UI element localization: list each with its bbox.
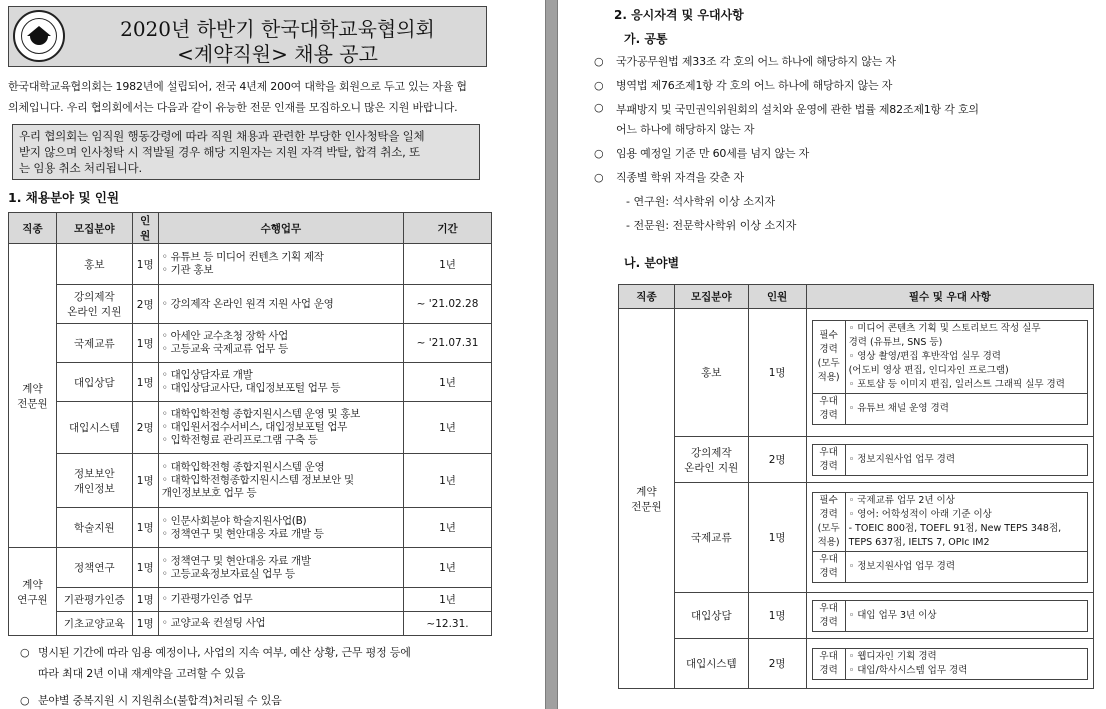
notice-line: 우리 협의회는 임직원 행동강령에 따라 직원 채용과 관련한 부당한 인사청탁을 일체 [19, 129, 425, 143]
task-line: 개인정보보호 업무 등 [161, 487, 257, 499]
requirement-row [812, 444, 1087, 475]
circle-bullet-icon: ○ [594, 79, 604, 92]
requirement-line: ◦ 정보지원사업 업무 경력 [848, 453, 956, 465]
degree-item: - 연구원: 석사학위 이상 소지자 [626, 195, 776, 208]
requirement-row [812, 648, 1087, 679]
subsection-title: 나. 분야별 [624, 256, 680, 270]
table-header-row [619, 285, 1094, 309]
field-cell: 기관평가인증 [56, 588, 132, 612]
count-cell: 1명 [132, 588, 158, 612]
requirement-line: ◦ 대입/학사시스템 업무 경력 [848, 664, 968, 676]
qualification-text: 어느 하나에 해당하지 않는 자 [616, 123, 755, 136]
table-row [619, 593, 1094, 639]
period-cell: 1년 [404, 588, 492, 612]
header-cell: 필수 및 우대 사항 [806, 285, 1093, 309]
count-cell: 1명 [132, 508, 158, 548]
requirement-text [845, 394, 1087, 425]
field-cell: 국제교류 [674, 483, 748, 593]
task-line: ◦ 대입원서접수서비스, 대입정보포털 업무 [161, 421, 348, 433]
document-page-left [0, 0, 545, 709]
task-line: ◦ 정책연구 및 현안대응 자료 개발 등 [161, 527, 324, 540]
task-line: ◦ 대입상담자료 개발 [161, 369, 253, 381]
count-cell: 1명 [748, 309, 806, 437]
requirement-line: ◦ 국제교류 업무 2년 이상 [848, 495, 955, 506]
period-cell: 1년 [404, 363, 492, 402]
requirement-text [845, 600, 1087, 631]
requirement-text [845, 444, 1087, 475]
graduation-cap-icon [27, 26, 51, 36]
requirements-cell [806, 437, 1093, 483]
task-line: ◦ 대학입학전형종합지원시스템 정보보안 및 [161, 474, 354, 486]
preferred-label: 우대 경력 [812, 600, 845, 631]
task-line: ◦ 대학입학전형 종합지원시스템 운영 및 홍보 [161, 408, 360, 420]
job-type-label: 연구원 [17, 593, 48, 606]
task-line: ◦ 대입상담교사단, 대입정보포털 업무 등 [161, 382, 341, 394]
job-type-label: 계약 [636, 485, 657, 498]
preferred-label: 우대 경력 [812, 552, 845, 583]
count-cell: 2명 [132, 285, 158, 324]
requirement-row [812, 321, 1087, 394]
requirement-text [845, 493, 1087, 552]
table-row [9, 612, 492, 636]
header-cell: 인원 [748, 285, 806, 309]
count-cell: 1명 [748, 593, 806, 639]
job-type-cell [619, 309, 675, 689]
task-line: ◦ 유튜브 등 미디어 컨텐츠 기획 제작 [161, 251, 324, 263]
requirement-row [812, 493, 1087, 552]
list-item [594, 98, 1104, 142]
header-cell: 기간 [404, 213, 492, 244]
field-cell: 홍보 [674, 309, 748, 437]
field-cell: 대입시스템 [56, 402, 132, 454]
document-page-right [558, 0, 1106, 709]
count-cell: 1명 [748, 483, 806, 593]
preferred-label: 우대 경력 [812, 394, 845, 425]
job-type-cell [9, 244, 57, 548]
qualification-text: 병역법 제76조제1항 각 호의 어느 하나에 해당하지 않는 자 [616, 79, 893, 92]
count-cell: 1명 [132, 363, 158, 402]
list-item [18, 642, 498, 684]
qualification-text: 부패방지 및 국민권익위원회의 설치와 운영에 관한 법률 제82조제1항 각 호의 [616, 103, 979, 116]
task-line: ◦ 고등교육 국제교류 업무 등 [161, 343, 289, 355]
council-seal-logo [13, 10, 65, 62]
count-cell: 1명 [132, 324, 158, 363]
section-title: 1. 채용분야 및 인원 [8, 190, 120, 205]
notice-line: 받지 않으며 인사청탁 시 적발될 경우 해당 지원자는 지원 자격 박탈, 합격 취소, 또 [19, 145, 420, 159]
count-cell: 1명 [132, 612, 158, 636]
field-cell: 학술지원 [56, 508, 132, 548]
page-title-line2: <계약직원> 채용 공고 [177, 42, 378, 66]
header-cell: 직종 [619, 285, 675, 309]
period-cell: ~ '21.02.28 [404, 285, 492, 324]
task-line: ◦ 기관 홍보 [161, 264, 214, 276]
list-item [594, 74, 1104, 98]
table-row [9, 402, 492, 454]
table-row [9, 285, 492, 324]
note-text: 명시된 기간에 따라 임용 예정이나, 사업의 지속 여부, 예산 상황, 근무 평정 등에 [38, 646, 411, 659]
requirements-cell [806, 309, 1093, 437]
table-row [9, 588, 492, 612]
requirement-line: ◦ 영어: 어학성적이 아래 기준 이상 [848, 509, 992, 520]
field-cell: 국제교류 [56, 324, 132, 363]
field-cell: 대입상담 [56, 363, 132, 402]
task-line: ◦ 정책연구 및 현안대응 자료 개발 [161, 554, 311, 567]
count-cell: 2명 [748, 639, 806, 689]
list-item [594, 50, 1104, 74]
table-row [619, 437, 1094, 483]
requirements-inner-table [812, 492, 1088, 583]
task-cell [158, 548, 403, 588]
task-cell [158, 285, 403, 324]
required-label: 필수 경력 (모두 적용) [812, 493, 845, 552]
notice-box [12, 124, 480, 180]
requirements-inner-table [812, 648, 1088, 680]
requirement-text [845, 321, 1087, 394]
period-cell: 1년 [404, 244, 492, 285]
qualification-text: 국가공무원법 제33조 각 호의 어느 하나에 해당하지 않는 자 [616, 55, 896, 68]
table-row [619, 639, 1094, 689]
task-cell [158, 402, 403, 454]
job-type-label: 전문원 [631, 500, 662, 513]
table-row [619, 483, 1094, 593]
table-row [9, 548, 492, 588]
period-cell: ~12.31. [404, 612, 492, 636]
page-gutter [545, 0, 558, 709]
subsection-title: 가. 공통 [624, 32, 668, 46]
period-cell: 1년 [404, 402, 492, 454]
task-line: ◦ 고등교육정보자료실 업무 등 [161, 567, 295, 580]
requirement-text [845, 648, 1087, 679]
requirement-line: ◦ 유튜브 채널 운영 경력 [848, 403, 949, 414]
page-title-line1: 2020년 하반기 한국대학교육협의회 [120, 17, 435, 41]
field-cell: 정책연구 [56, 548, 132, 588]
header-cell: 모집분야 [674, 285, 748, 309]
task-cell [158, 324, 403, 363]
requirement-line: ◦ 포토샵 등 이미지 편집, 일러스트 그래픽 실무 경력 [848, 379, 1065, 390]
circle-bullet-icon: ○ [20, 646, 30, 659]
intro-line: 의체입니다. 우리 협의회에서는 다음과 같이 유능한 전문 인재를 모집하오니 많은 지원 바랍니다. [8, 101, 458, 114]
recruitment-table [8, 212, 492, 636]
header-cell: 직종 [9, 213, 57, 244]
table-row [9, 454, 492, 508]
table-row [9, 324, 492, 363]
table-row [9, 363, 492, 402]
requirements-inner-table [812, 444, 1088, 476]
qualification-text: 임용 예정일 기준 만 60세를 넘지 않는 자 [616, 147, 810, 160]
note-text: 분야별 중복지원 시 지원취소(불합격)처리될 수 있음 [38, 694, 282, 707]
task-cell [158, 244, 403, 285]
intro-line: 한국대학교육협의회는 1982년에 설립되어, 전국 4년제 200여 대학을 회원으로 두고 있는 자율 협 [8, 80, 467, 93]
field-cell: 대입상담 [674, 593, 748, 639]
header-cell: 인원 [132, 213, 158, 244]
period-cell: 1년 [404, 508, 492, 548]
task-cell [158, 508, 403, 548]
task-cell [158, 363, 403, 402]
task-line: ◦ 입학전형료 관리프로그램 구축 등 [161, 434, 318, 446]
count-cell: 1명 [132, 244, 158, 285]
table-header-row [9, 213, 492, 244]
task-cell [158, 454, 403, 508]
job-type-cell [9, 548, 57, 636]
task-line: ◦ 아세안 교수초청 장학 사업 [161, 330, 289, 342]
table-row [9, 508, 492, 548]
requirement-row [812, 600, 1087, 631]
table-row [9, 244, 492, 285]
field-cell: 강의제작 온라인 지원 [56, 285, 132, 324]
count-cell: 2명 [132, 402, 158, 454]
list-item [594, 166, 1104, 190]
task-line: ◦ 교양교육 컨설팅 사업 [161, 617, 266, 629]
requirement-line: (어도비 영상 편집, 인디자인 프로그램) [848, 365, 1009, 376]
requirements-inner-table [812, 320, 1088, 425]
field-cell: 대입시스템 [674, 639, 748, 689]
circle-bullet-icon: ○ [20, 694, 30, 707]
requirements-cell [806, 483, 1093, 593]
requirement-line: - TOEIC 800점, TOEFL 91점, New TEPS 348점, [848, 523, 1062, 534]
task-line: ◦ 기관평가인증 업무 [161, 593, 253, 605]
requirements-cell [806, 593, 1093, 639]
note-list [18, 642, 498, 709]
task-line: ◦ 인문사회분야 학술지원사업(B) [161, 514, 307, 527]
header-cell: 모집분야 [56, 213, 132, 244]
required-label: 필수 경력 (모두 적용) [812, 321, 845, 394]
table-row [619, 309, 1094, 437]
job-type-label: 계약 [22, 382, 43, 395]
period-cell: 1년 [404, 548, 492, 588]
requirement-line: ◦ 미디어 콘텐츠 기획 및 스토리보드 작성 실무 [848, 323, 1041, 334]
preferred-label: 우대 경력 [812, 648, 845, 679]
requirement-line: ◦ 대입 업무 3년 이상 [848, 609, 937, 621]
requirement-line: TEPS 637점, IELTS 7, OPIc IM2 [848, 537, 990, 548]
count-cell: 2명 [748, 437, 806, 483]
count-cell: 1명 [132, 454, 158, 508]
header-cell: 수행업무 [158, 213, 403, 244]
qualification-table [618, 284, 1094, 689]
degree-item: - 전문원: 전문학사학위 이상 소지자 [626, 219, 797, 232]
job-type-label: 전문원 [17, 397, 48, 410]
notice-line: 는 임용 취소 처리됩니다. [19, 161, 142, 175]
preferred-label: 우대 경력 [812, 444, 845, 475]
requirements-inner-table [812, 600, 1088, 632]
field-cell: 홍보 [56, 244, 132, 285]
requirement-line: ◦ 영상 촬영/편집 후반작업 실무 경력 [848, 351, 1001, 362]
field-cell: 강의제작 온라인 지원 [674, 437, 748, 483]
degree-list [626, 190, 796, 238]
requirement-line: 경력 (유튜브, SNS 등) [848, 337, 943, 348]
requirement-row [812, 394, 1087, 425]
field-cell: 정보보안 개인정보 [56, 454, 132, 508]
task-cell [158, 588, 403, 612]
field-cell: 기초교양교육 [56, 612, 132, 636]
requirement-line: ◦ 웹디자인 기획 경력 [848, 650, 937, 662]
list-item [594, 142, 1104, 166]
requirement-text [845, 552, 1087, 583]
list-item [18, 690, 498, 709]
task-line: ◦ 강의제작 온라인 원격 지원 사업 운영 [161, 297, 334, 310]
requirement-line: ◦ 정보지원사업 업무 경력 [848, 561, 956, 572]
qualification-text: 직종별 학위 자격을 갖춘 자 [616, 171, 744, 184]
circle-bullet-icon: ○ [594, 171, 604, 184]
circle-bullet-icon: ○ [594, 147, 604, 160]
circle-bullet-icon: ○ [594, 55, 604, 68]
circle-bullet-icon: ○ [594, 101, 604, 114]
job-type-label: 계약 [22, 578, 43, 591]
common-qualification-list [594, 50, 1104, 190]
period-cell: 1년 [404, 454, 492, 508]
task-cell [158, 612, 403, 636]
requirement-row [812, 552, 1087, 583]
task-line: ◦ 대학입학전형 종합지원시스템 운영 [161, 461, 325, 473]
note-text: 따라 최대 2년 이내 재계약을 고려할 수 있음 [38, 667, 246, 680]
intro-paragraph [8, 76, 490, 118]
period-cell: ~ '21.07.31 [404, 324, 492, 363]
section-title: 2. 응시자격 및 우대사항 [614, 8, 744, 22]
requirements-cell [806, 639, 1093, 689]
title-box [8, 6, 487, 67]
count-cell: 1명 [132, 548, 158, 588]
